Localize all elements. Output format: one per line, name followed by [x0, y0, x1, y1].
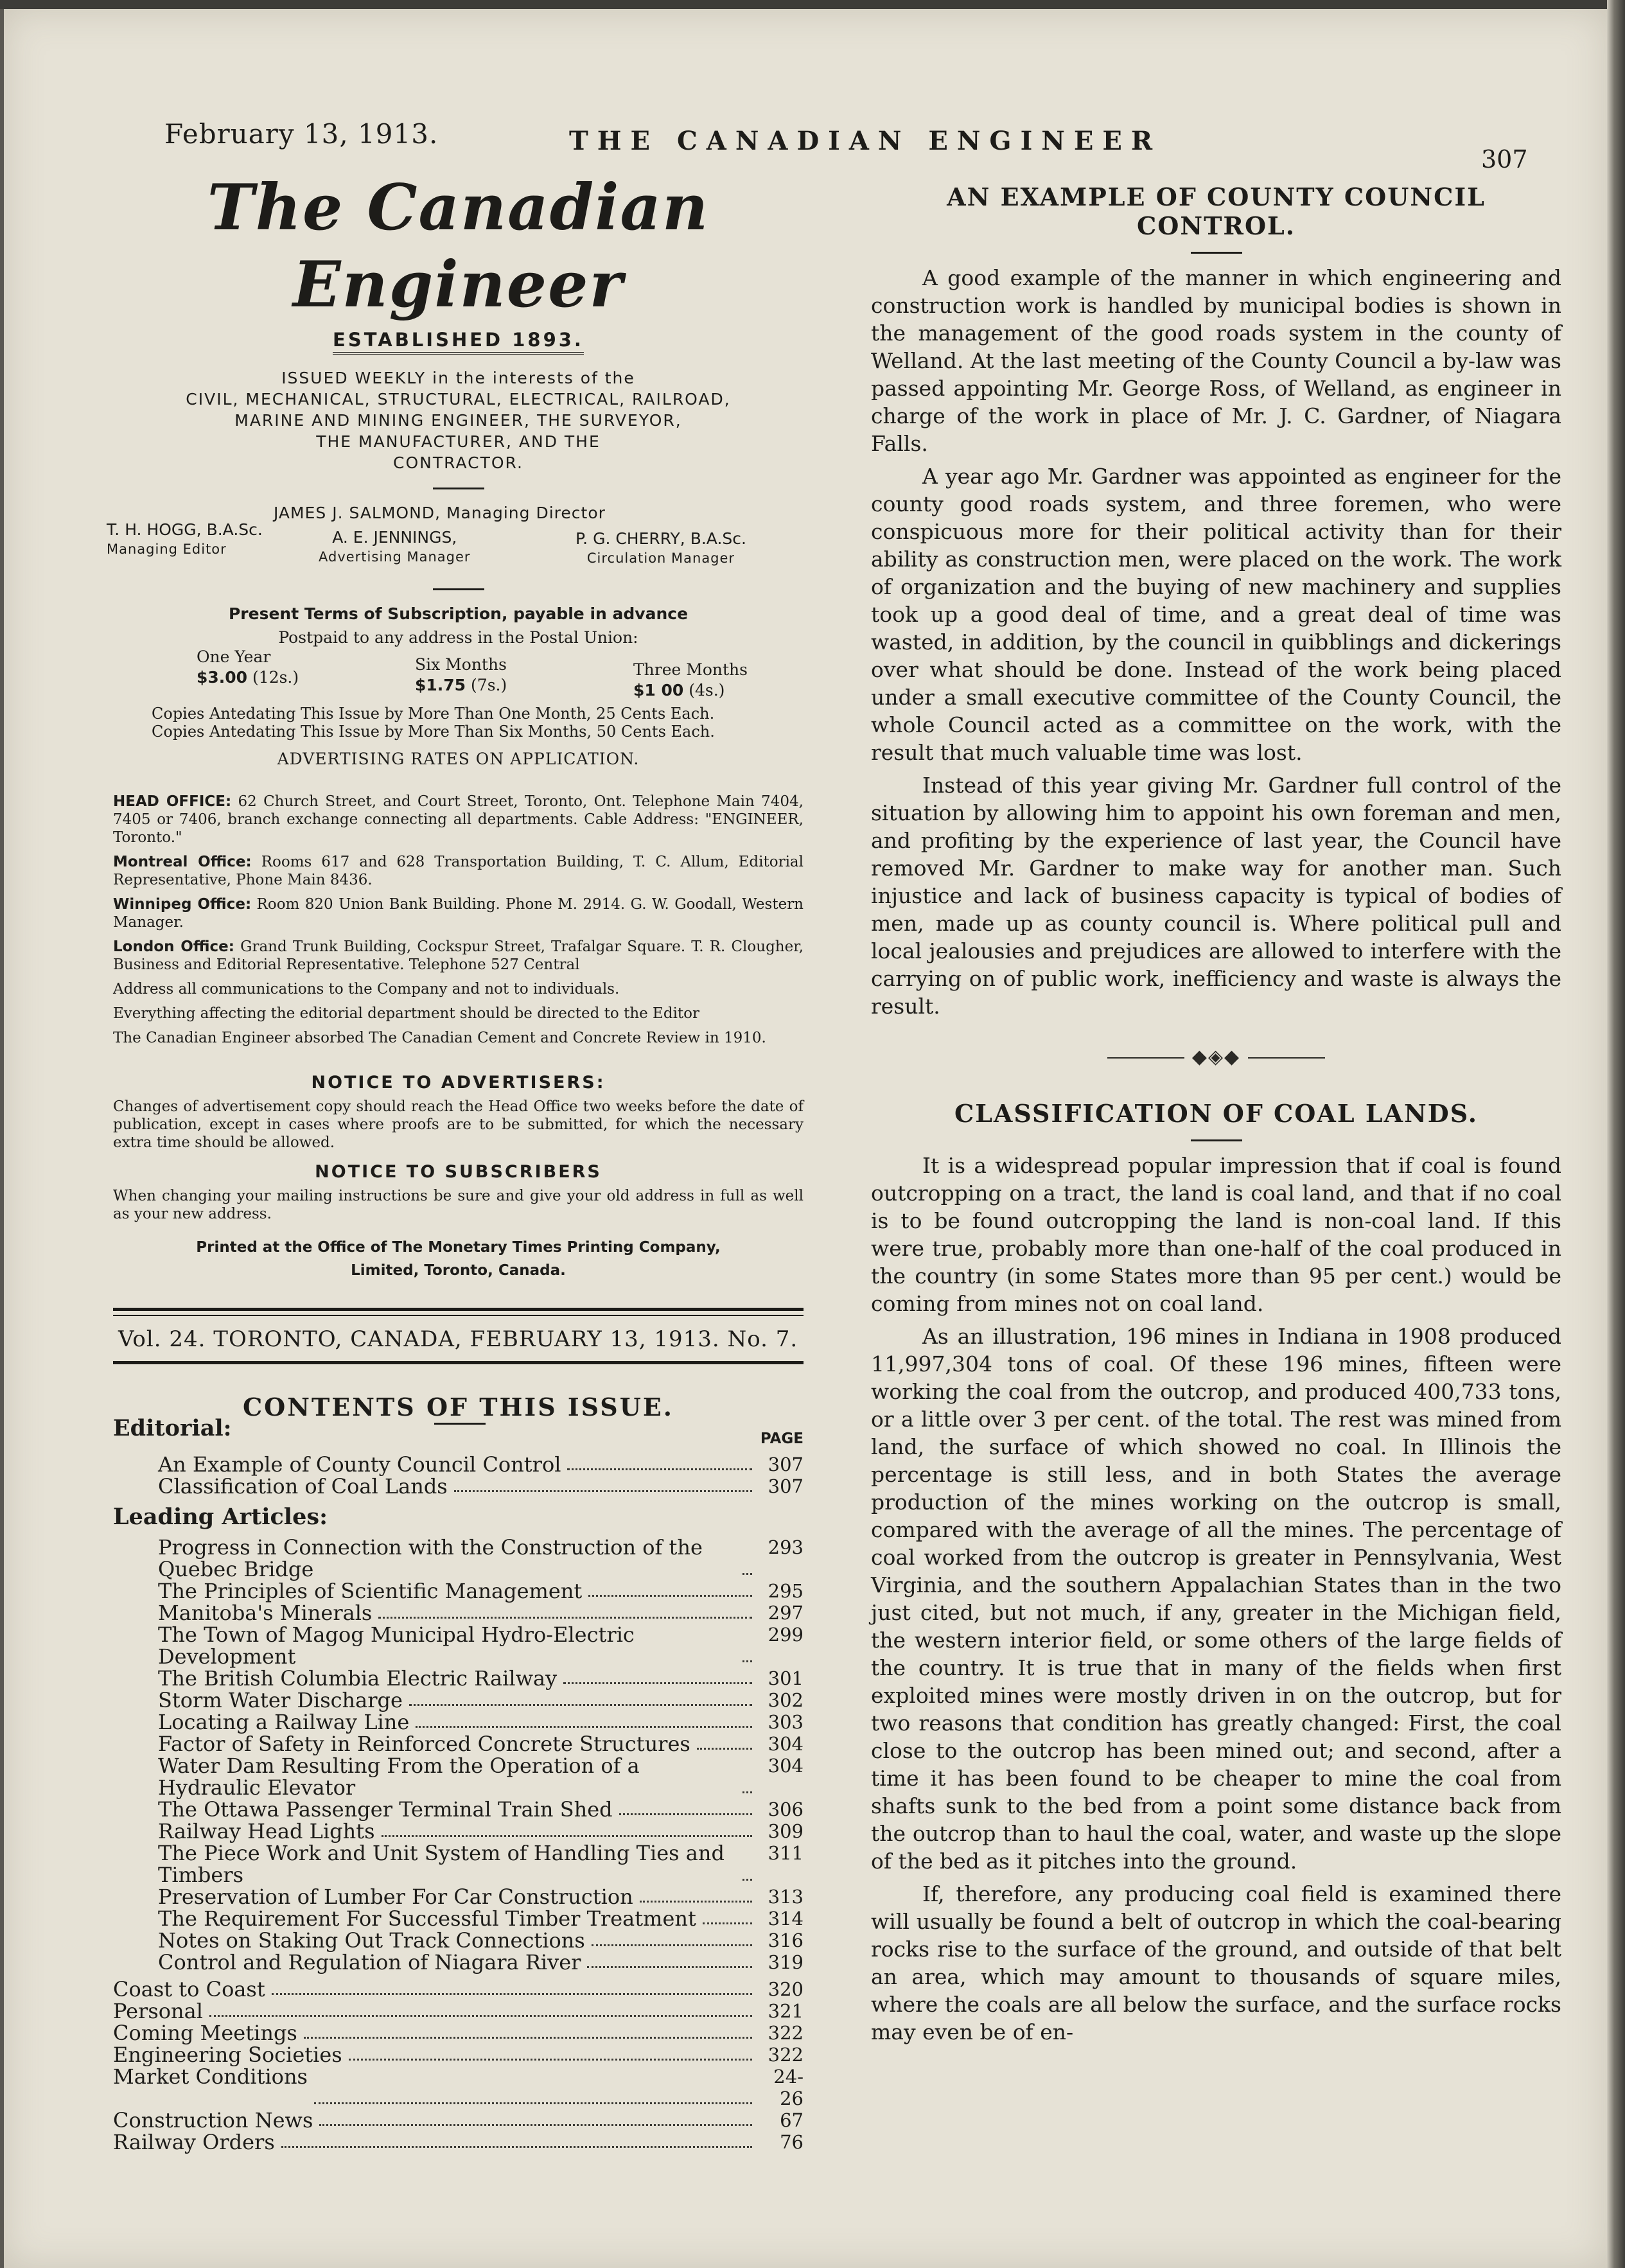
head-office [113, 793, 804, 847]
office-text: 62 Church Street, and Court Street, Toronto, Ont. Telephone Main 7404, 7405 or 7406, branch exchange connecting all departments. Cable Address: "ENGINEER, Toronto." [113, 793, 804, 846]
right-column [871, 182, 1561, 2051]
article-heading: AN EXAMPLE OF COUNTY COUNCIL CONTROL. [947, 182, 1486, 240]
article-body [871, 1152, 1561, 2046]
toc-page: 309 [768, 1820, 804, 1842]
notice-advertisers-heading: NOTICE TO ADVERTISERS: [311, 1073, 606, 1093]
toc-title: The Town of Magog Municipal Hydro-Electric Development [158, 1622, 635, 1669]
toc-title: An Example of County Council Control [158, 1452, 561, 1477]
toc-title: The Piece Work and Unit System of Handling Ties and Timbers [158, 1841, 725, 1887]
toc-leader-dots [592, 1930, 752, 1946]
issue-date: February 13, 1913. [164, 118, 439, 150]
rate-label: Three Months [633, 660, 748, 679]
toc-title: The Principles of Scientific Management [158, 1579, 583, 1603]
toc-title: Locating a Railway Line [158, 1710, 410, 1734]
toc-page: 67 [780, 2109, 804, 2131]
printer-imprint [113, 1236, 804, 1282]
toc-page: 293 [768, 1536, 804, 1558]
toc-page: 311 [768, 1842, 804, 1864]
toc-page: 321 [768, 2000, 804, 2022]
rate-price: $1.75 [415, 676, 466, 694]
toc-entry [113, 2000, 804, 2022]
notice-subscribers-heading: NOTICE TO SUBSCRIBERS [315, 1162, 602, 1182]
issued-line: ISSUED WEEKLY in the interests of the [281, 369, 635, 387]
toc-title: Progress in Connection with the Construction of the Quebec Bridge [158, 1535, 703, 1581]
toc-title: Railway Orders [113, 2130, 275, 2154]
toc-entry [158, 1454, 804, 1475]
paragraph: Instead of this year giving Mr. Gardner full control of the situation by allowing him to appoint his own foreman and men, and profiting by the experience of last year, the Council have removed Mr. Gardner to make way for another man. Such injustice and lack of business capacity is typical of bodies of men, made up as county council is. Where political pull and local jealousies and prejudices are allowed to interfere with the carrying on of public work, inefficiency and waste is always the result. [871, 773, 1561, 1019]
toc-title: Control and Regulation of Niagara River [158, 1950, 581, 1974]
toc-page: 306 [768, 1798, 804, 1820]
toc-leader-dots [209, 2000, 752, 2017]
rate-price: $1 00 [633, 681, 684, 699]
toc-title: Factor of Safety in Reinforced Concrete Structures [158, 1732, 690, 1756]
back-copies [152, 705, 804, 741]
rate-sterling: (12s.) [252, 668, 299, 687]
toc-page: 24-26 [773, 2066, 804, 2109]
issued-line: CONTRACTOR. [393, 453, 523, 472]
divider [433, 588, 484, 590]
ornament-divider: ◆◈◆ [871, 1046, 1561, 1068]
rate-label: One Year [197, 647, 271, 666]
toc-leader-dots [409, 1689, 752, 1706]
issued-line: MARINE AND MINING ENGINEER, THE SURVEYOR, [234, 411, 682, 430]
office-text: Grand Trunk Building, Cockspur Street, Trafalgar Square. T. R. Clougher, Business and Editorial Representative. Telephone 527 Central [113, 938, 804, 973]
toc-entry [158, 1820, 804, 1842]
toc-leader-dots [563, 1667, 752, 1684]
toc-page: 303 [768, 1711, 804, 1733]
leading-articles-list [158, 1536, 804, 1973]
toc-title: Engineering Societies [113, 2043, 342, 2067]
rate-sterling: (7s.) [471, 676, 507, 694]
article-body [871, 264, 1561, 1020]
toc-page: 299 [768, 1624, 804, 1646]
toc-entry [158, 1580, 804, 1602]
toc-entry [158, 1475, 804, 1497]
editorial-note: Everything affecting the editorial department should be directed to the Editor [113, 1005, 700, 1022]
toc-leader-dots [272, 1978, 752, 1995]
office-label: Winnipeg Office: [113, 896, 252, 913]
toc-leader-dots [319, 2109, 752, 2126]
article-heading: CLASSIFICATION OF COAL LANDS. [954, 1099, 1479, 1128]
toc-leader-dots [703, 1908, 752, 1924]
toc-title: Coming Meetings [113, 2021, 297, 2045]
toc-leader-dots [314, 2066, 752, 2104]
toc-page: 301 [768, 1667, 804, 1689]
printer-line: Limited, Toronto, Canada. [351, 1262, 566, 1279]
paragraph: If, therefore, any producing coal field is examined there will usually be found a belt of outcrop in which the coal-bearing rocks rise to the surface of the ground, and outside of that belt an area, which may amount to thousands of square miles, where the coals are all below the surface, and the surface rocks may even be of en- [871, 1881, 1561, 2044]
toc-title: Construction News [113, 2108, 313, 2132]
journal-title: THE CANADIAN ENGINEER [569, 126, 1162, 156]
toc-page: 322 [768, 2044, 804, 2066]
contents-heading: CONTENTS OF THIS ISSUE. [242, 1393, 674, 1421]
editor-name: T. H. HOGG, B.A.Sc. [107, 520, 263, 539]
toc-leader-dots [588, 1580, 752, 1597]
toc-entry [158, 1908, 804, 1930]
toc-leader-dots [567, 1454, 752, 1470]
office-label: HEAD OFFICE: [113, 793, 232, 810]
toc-leader-dots [742, 1842, 752, 1881]
toc-page: 307 [768, 1475, 804, 1497]
staff-block [107, 504, 804, 574]
rate-three-months [633, 660, 748, 701]
toc-page: 304 [768, 1755, 804, 1777]
toc-title: The Ottawa Passenger Terminal Train Shed [158, 1797, 613, 1822]
toc-entry [158, 1798, 804, 1820]
back-copies-line: Copies Antedating This Issue by More Than Six Months, 50 Cents Each. [152, 723, 715, 741]
toc-leader-dots [697, 1733, 752, 1750]
notice-subscribers-text: When changing your mailing instructions be sure and give your old address in full as well as your new address. [113, 1188, 804, 1222]
ornament-rule [1248, 1057, 1325, 1059]
toc-page: 316 [768, 1930, 804, 1951]
managing-editor [107, 520, 263, 559]
toc-leader-dots [742, 1536, 752, 1575]
toc-page: 297 [768, 1602, 804, 1624]
running-head [4, 118, 1607, 173]
toc-page: 320 [768, 1978, 804, 2000]
toc-title: Water Dam Resulting From the Operation of a Hydraulic Elevator [158, 1754, 640, 1800]
subscription-rates [113, 647, 804, 705]
toc-leader-dots [742, 1755, 752, 1793]
toc-title: Coast to Coast [113, 1977, 265, 2001]
masthead-title: The Canadian Engineer [207, 171, 710, 322]
toc-title: The British Columbia Electric Railway [158, 1666, 558, 1691]
issued-line: THE MANUFACTURER, AND THE [316, 432, 601, 451]
toc-entry [158, 1930, 804, 1951]
divider-thin [113, 1315, 804, 1316]
established-text: ESTABLISHED 1893. [333, 329, 584, 355]
toc-page: 314 [768, 1908, 804, 1930]
toc-page: 295 [768, 1580, 804, 1602]
divider-thick [113, 1361, 804, 1364]
subscription-note: Postpaid to any address in the Postal Union: [278, 628, 638, 647]
toc-title: Market Conditions [113, 2064, 308, 2089]
paragraph: It is a widespread popular impression that if coal is found outcropping on a tract, the land is coal land, and that if no coal is to be found outcropping the land is non-coal land. If this were true, probably more than one-half of the coal produced in the country (in some States more than 95 per cent.) would be coming from mines not on coal land. [871, 1153, 1561, 1316]
rate-six-months [415, 655, 507, 696]
toc-entry [158, 1624, 804, 1667]
paragraph: A year ago Mr. Gardner was appointed as engineer for the county good roads system, and three foremen, who were conspicuous more for their political activity than for their ability as construction men, were placed on the work. The work of organization and the buying of new machinery and supplies took up a good deal of time, and a great deal of time was wasted, in addition, by the council in quibblings and dickerings over what should be done. Instead of the work being placed under a small executive committee of the County Council, the whole Council acted as a committee on the work, with the result that much valuable time was lost. [871, 464, 1561, 765]
office-text: Rooms 617 and 628 Transportation Building, T. C. Allum, Editorial Representative, Phone Main 8436. [113, 854, 804, 888]
toc-title: Classification of Coal Lands [158, 1474, 448, 1499]
toc-entry [158, 1602, 804, 1624]
issue-line: Vol. 24. TORONTO, CANADA, FEBRUARY 13, 1913. No. 7. [118, 1326, 798, 1352]
toc-title: Railway Head Lights [158, 1819, 375, 1843]
divider [434, 1423, 486, 1425]
toc-entry [113, 2022, 804, 2044]
toc-entry [113, 2131, 804, 2153]
toc-leader-dots [382, 1820, 752, 1837]
paragraph: As an illustration, 196 mines in Indiana in 1908 produced 11,997,304 tons of coal. Of these 196 mines, fifteen were working the coal from the outcrop, and produced 400,733 tons, or a little over 3 per cent. of the total. The rest was mined from land, the surface of which showed no coal. In Illinois the percentage is still less, and in both States the average production of the mines working on the outcrop is small, compared with the average of all the mines. The percentage of coal worked from the outcrop is greater in Pennsylvania, West Virginia, and the southern Appalachian States than in the two just cited, but not much, if any, greater in the Michigan field, the western interior field, or some others of the large fields of the country. It is true that in many of the fields when first exploited mines were mostly driven in on the outcrop, but for two reasons that condition has greatly changed: First, the coal close to the outcrop has been mined out; and second, after a time it has been found to be cheaper to mine the coal from shafts sunk to the bed from a point some distance back from the outcrop than to haul the coal, water, and waste up the slope of the bed as it pitches into the ground. [871, 1324, 1561, 1874]
circ-name: P. G. CHERRY, B.A.Sc. [575, 529, 746, 548]
editorial-list [158, 1454, 804, 1497]
toc-title: Preservation of Lumber For Car Construction [158, 1885, 633, 1909]
page-right-edge [1607, 0, 1625, 2268]
departments-list [113, 1978, 804, 2153]
page-column-heading: PAGE [760, 1430, 804, 1447]
toc-title: Personal [113, 1999, 203, 2023]
rate-label: Six Months [415, 655, 507, 674]
circulation-manager [575, 529, 746, 568]
toc-page: 302 [768, 1689, 804, 1711]
toc-entry [158, 1667, 804, 1689]
subscription-heading: Present Terms of Subscription, payable in advance [228, 604, 689, 623]
toc-title: Storm Water Discharge [158, 1688, 403, 1712]
toc-entry [113, 2109, 804, 2131]
editorial-heading: Editorial: [113, 1415, 232, 1441]
toc-entry [113, 2044, 804, 2066]
toc-entry [113, 2066, 804, 2109]
toc-leader-dots [416, 1711, 752, 1728]
toc-leader-dots [304, 2022, 752, 2039]
toc-page: 307 [768, 1454, 804, 1475]
leading-articles-heading: Leading Articles: [113, 1504, 328, 1530]
toc-entry [158, 1536, 804, 1580]
rate-price: $3.00 [197, 668, 248, 687]
toc-entry [158, 1951, 804, 1973]
paragraph: A good example of the manner in which engineering and construction work is handled by municipal bodies is shown in the management of the good roads system in the county of Welland. At the last meeting of the County Council a by-law was passed appointing Mr. George Ross, of Welland, as engineer in charge of the work in place of Mr. J. C. Gardner, of Niagara Falls. [871, 265, 1561, 456]
toc-title: Manitoba's Minerals [158, 1601, 373, 1625]
toc-entry [158, 1886, 804, 1908]
toc-leader-dots [349, 2044, 752, 2061]
issued-line: CIVIL, MECHANICAL, STRUCTURAL, ELECTRICAL, RAILROAD, [186, 390, 731, 409]
toc-page: 319 [768, 1951, 804, 1973]
circ-role: Circulation Manager [586, 550, 735, 566]
toc-leader-dots [587, 1951, 752, 1968]
montreal-office [113, 853, 804, 889]
toc-entry [158, 1689, 804, 1711]
toc-entry [158, 1711, 804, 1733]
toc-leader-dots [742, 1624, 752, 1662]
adv-role: Advertising Manager [319, 549, 471, 565]
divider-thick [113, 1308, 804, 1311]
office-label: Montreal Office: [113, 854, 252, 870]
left-column [107, 170, 804, 2154]
advertising-manager [319, 528, 471, 567]
absorbed-note: The Canadian Engineer absorbed The Canadian Cement and Concrete Review in 1910. [113, 1030, 766, 1046]
magazine-page [4, 9, 1607, 2268]
office-text: Room 820 Union Bank Building. Phone M. 2914. G. W. Goodall, Western Manager. [113, 896, 804, 931]
managing-director: JAMES J. SALMOND, Managing Director [274, 504, 606, 522]
rate-one-year [197, 647, 299, 688]
toc-page: 76 [780, 2131, 804, 2153]
toc-page: 322 [768, 2022, 804, 2044]
toc-entry [113, 1978, 804, 2000]
toc-entry [158, 1755, 804, 1798]
toc-title: The Requirement For Successful Timber Treatment [158, 1906, 696, 1931]
toc-leader-dots [454, 1475, 752, 1492]
editor-role: Managing Editor [107, 541, 227, 557]
office-label: London Office: [113, 938, 234, 955]
divider [1191, 1139, 1242, 1141]
ornament-rule [1107, 1057, 1184, 1059]
adv-name: A. E. JENNINGS, [332, 528, 457, 547]
toc-title: Notes on Staking Out Track Connections [158, 1928, 585, 1953]
established-line [113, 329, 804, 351]
toc-page: 304 [768, 1733, 804, 1755]
london-office [113, 938, 804, 974]
toc-entry [158, 1733, 804, 1755]
notice-advertisers-text: Changes of advertisement copy should reach the Head Office two weeks before the date of publication, except in cases where proofs are to be submitted, for which the necessary extra time should be allowed. [113, 1098, 804, 1151]
contents-subhead [113, 1415, 804, 1447]
divider [433, 488, 484, 489]
toc-entry [158, 1842, 804, 1886]
back-copies-line: Copies Antedating This Issue by More Than One Month, 25 Cents Each. [152, 705, 715, 723]
address-note: Address all communications to the Company and not to individuals. [113, 981, 620, 998]
toc-page: 313 [768, 1886, 804, 1908]
toc-leader-dots [281, 2131, 752, 2148]
printer-line: Printed at the Office of The Monetary Times Printing Company, [196, 1239, 721, 1256]
toc-leader-dots [640, 1886, 752, 1903]
offices-block [113, 793, 804, 1047]
advertising-rates-note: ADVERTISING RATES ON APPLICATION. [277, 750, 640, 768]
winnipeg-office [113, 895, 804, 931]
issued-block [113, 367, 804, 473]
page-top-edge [0, 0, 1625, 9]
toc-leader-dots [619, 1798, 752, 1815]
toc-leader-dots [378, 1602, 752, 1619]
divider [1191, 252, 1242, 254]
page-number: 307 [1481, 145, 1528, 173]
rate-sterling: (4s.) [689, 681, 725, 699]
